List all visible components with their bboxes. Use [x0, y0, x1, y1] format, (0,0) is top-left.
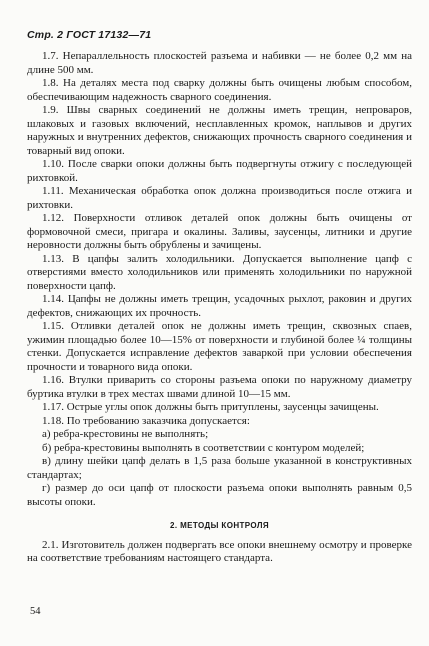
paragraph-1-12: 1.12. Поверхности отливок деталей опок должны быть очищены от формовочной смеси, пригара и окалины. Заливы, заусенцы, литники и другие неровности должны быть обрублены и зачищены.	[27, 212, 412, 251]
paragraph-1-13: 1.13. В цапфы залить холодильники. Допускается выполнение цапф с отверстиями вместо холодильников или применять холодильники по наружной поверхности цапф.	[27, 252, 412, 292]
paragraph-1-7: 1.7. Непараллельность плоскостей разъема и набивки — не более 0,2 мм на длине 500 мм.	[27, 50, 412, 76]
paragraph-1-16: 1.16. Втулки приварить со стороны разъема опоки по наружному диаметру буртика втулки в трех местах швами длиной 10—15 мм.	[27, 374, 412, 400]
list-item-a: а) ребра-крестовины не выполнять;	[42, 428, 209, 440]
list-item-b: б) ребра-крестовины выполнять в соответствии с контуром моделей;	[42, 441, 365, 454]
list-item-d: г) размер до оси цапф от плоскости разъема опоки выполнять равным 0,5 высоты опоки.	[27, 482, 412, 508]
paragraph-1-17: 1.17. Острые углы опок должны быть притуплены, заусенцы зачищены.	[42, 401, 379, 413]
page-header: Стр. 2 ГОСТ 17132—71	[27, 29, 152, 41]
section-title: 2. МЕТОДЫ КОНТРОЛЯ	[169, 521, 270, 530]
paragraph-1-8: 1.8. На деталях места под сварку должны быть очищены любым способом, обеспечивающим надежность сварного соединения.	[27, 77, 412, 103]
paragraph-1-18: 1.18. По требованию заказчика допускается:	[42, 414, 250, 427]
paragraph-1-14: 1.14. Цапфы не должны иметь трещин, усадочных рыхлот, раковин и других дефектов, снижающих их прочность.	[27, 293, 412, 319]
paragraph-1-15: 1.15. Отливки деталей опок не должны иметь трещин, сквозных спаев, ужимин площадью более 10—15% от поверхности и глубиной более ¼ толщины стенки. Допускается исправление дефектов заваркой при условии обеспечения прочности и товарного вида опоки.	[27, 320, 412, 373]
document-body	[27, 50, 412, 566]
paragraph-1-10: 1.10. После сварки опоки должны быть подвергнуты отжигу с последующей рихтовкой.	[27, 158, 412, 184]
list-item-c: в) длину шейки цапф делать в 1,5 раза больше указанной в конструктивных стандартах;	[27, 455, 412, 481]
paragraph-2-1: 2.1. Изготовитель должен подвергать все опоки внешнему осмотру и проверке на соответствие требованиям настоящего стандарта.	[27, 538, 412, 564]
page-number: 54	[30, 606, 41, 617]
paragraph-1-9: 1.9. Швы сварных соединений не должны иметь трещин, непроваров, шлаковых и газовых включений, несплавленных кромок, наплывов и других наружных и внутренних дефектов, снижающих прочность сварного соединения и товарный вид опоки.	[27, 104, 412, 157]
paragraph-1-11: 1.11. Механическая обработка опок должна производиться после отжига и рихтовки.	[27, 185, 412, 211]
